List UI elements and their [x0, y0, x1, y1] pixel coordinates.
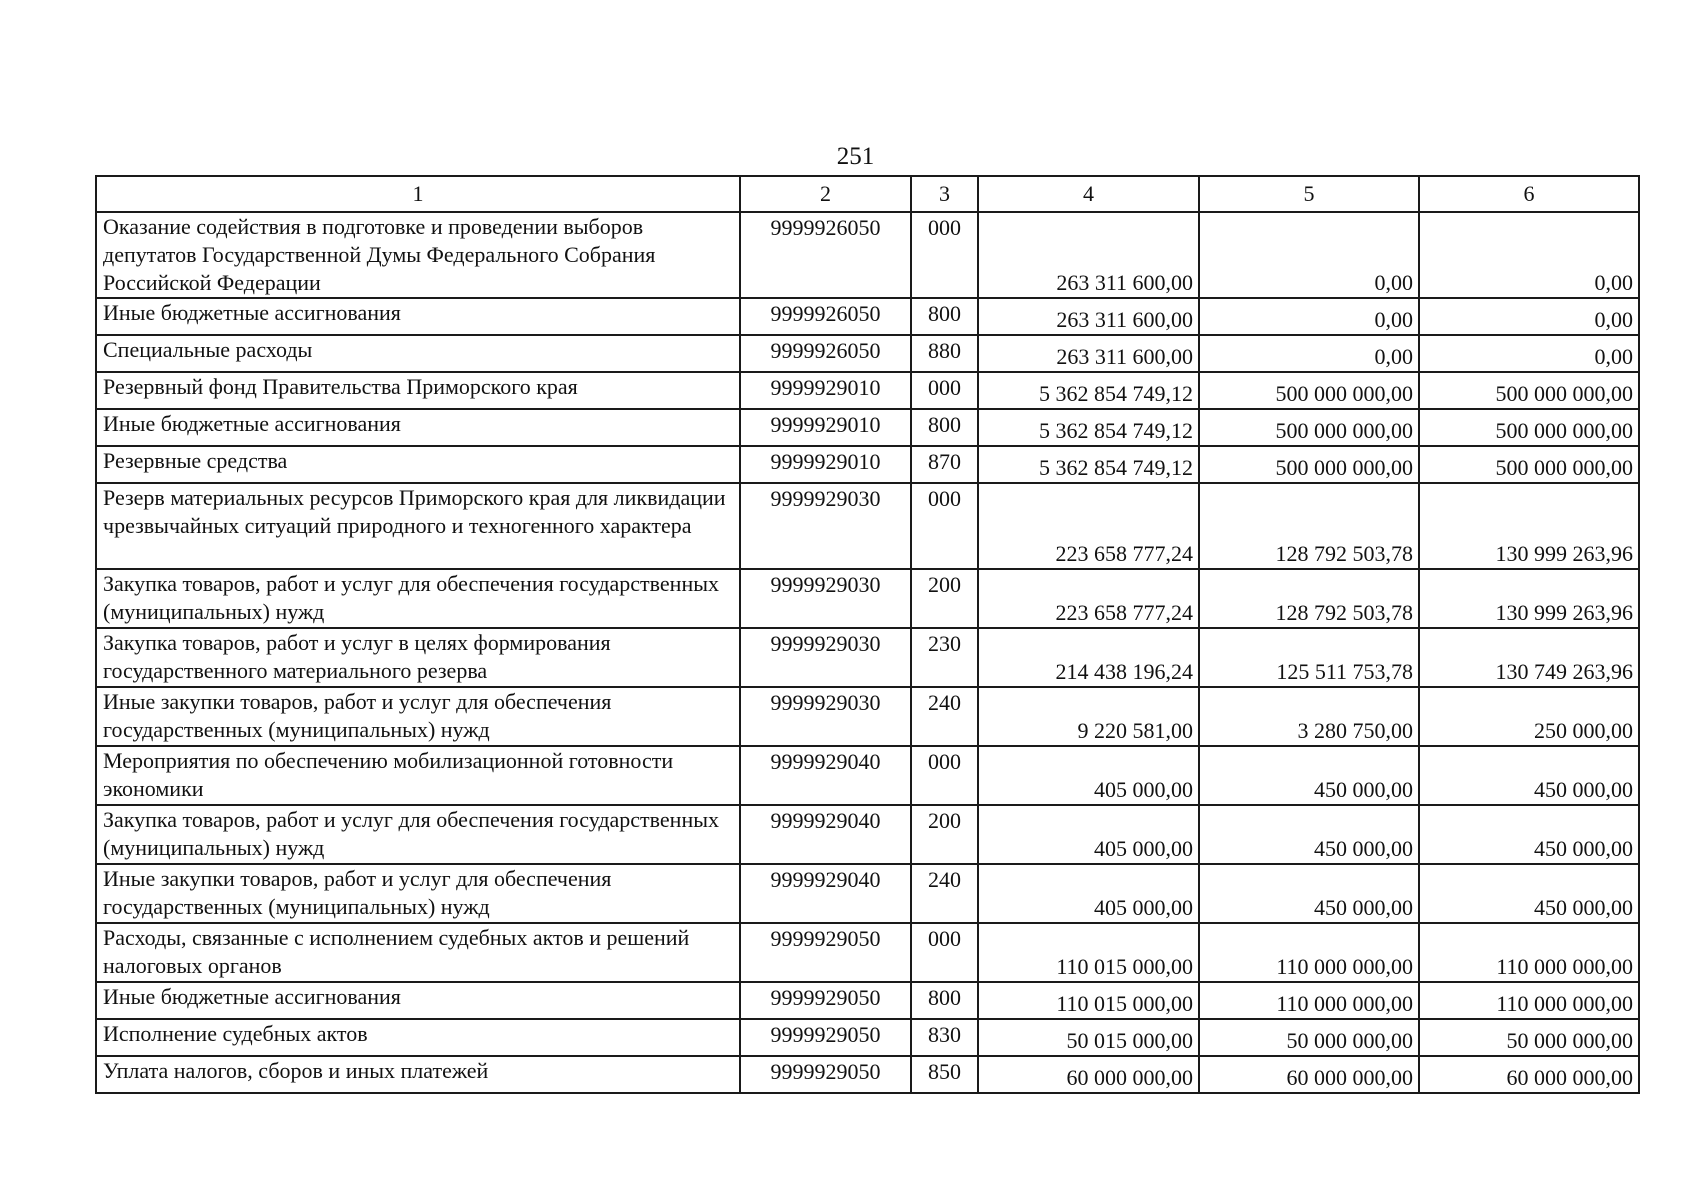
column-header-5: 5: [1199, 176, 1419, 212]
row-value-4: 263 311 600,00: [978, 335, 1199, 372]
column-header-4: 4: [978, 176, 1199, 212]
row-expense-type: 000: [911, 483, 978, 569]
row-value-5: 128 792 503,78: [1199, 569, 1419, 628]
row-value-5: 500 000 000,00: [1199, 409, 1419, 446]
row-value-6: 130 749 263,96: [1419, 628, 1639, 687]
row-expense-type: 870: [911, 446, 978, 483]
row-value-5: 50 000 000,00: [1199, 1019, 1419, 1056]
row-value-4: 110 015 000,00: [978, 923, 1199, 982]
row-expense-type: 230: [911, 628, 978, 687]
table-row: [96, 335, 1639, 372]
row-value-6: 500 000 000,00: [1419, 372, 1639, 409]
row-name: Иные закупки товаров, работ и услуг для обеспечения государственных (муниципальных) нужд: [96, 864, 740, 923]
row-name: Закупка товаров, работ и услуг в целях формирования государственного материального резерва: [96, 628, 740, 687]
row-expense-type: 000: [911, 746, 978, 805]
row-code: 9999929050: [740, 982, 911, 1019]
row-value-5: 500 000 000,00: [1199, 372, 1419, 409]
row-value-5: 3 280 750,00: [1199, 687, 1419, 746]
table-row: [96, 1056, 1639, 1093]
row-value-6: 0,00: [1419, 335, 1639, 372]
row-value-6: 130 999 263,96: [1419, 569, 1639, 628]
row-code: 9999926050: [740, 212, 911, 298]
row-value-6: 50 000 000,00: [1419, 1019, 1639, 1056]
row-value-4: 9 220 581,00: [978, 687, 1199, 746]
row-name: Мероприятия по обеспечению мобилизационной готовности экономики: [96, 746, 740, 805]
row-code: 9999929040: [740, 864, 911, 923]
column-header-6: 6: [1419, 176, 1639, 212]
table-row: [96, 372, 1639, 409]
row-expense-type: 800: [911, 409, 978, 446]
row-value-4: 223 658 777,24: [978, 569, 1199, 628]
row-name: Закупка товаров, работ и услуг для обеспечения государственных (муниципальных) нужд: [96, 569, 740, 628]
row-name: Иные закупки товаров, работ и услуг для обеспечения государственных (муниципальных) нужд: [96, 687, 740, 746]
row-code: 9999926050: [740, 298, 911, 335]
table-row: [96, 409, 1639, 446]
column-header-3: 3: [911, 176, 978, 212]
page-number: 251: [836, 143, 875, 170]
row-value-4: 5 362 854 749,12: [978, 446, 1199, 483]
table-row: [96, 687, 1639, 746]
row-value-4: 50 015 000,00: [978, 1019, 1199, 1056]
row-value-5: 450 000,00: [1199, 864, 1419, 923]
row-value-5: 60 000 000,00: [1199, 1056, 1419, 1093]
row-expense-type: 800: [911, 298, 978, 335]
row-name: Закупка товаров, работ и услуг для обеспечения государственных (муниципальных) нужд: [96, 805, 740, 864]
row-value-6: 450 000,00: [1419, 864, 1639, 923]
table-row: [96, 628, 1639, 687]
row-value-6: 0,00: [1419, 298, 1639, 335]
row-expense-type: 850: [911, 1056, 978, 1093]
row-value-4: 5 362 854 749,12: [978, 372, 1199, 409]
row-value-5: 125 511 753,78: [1199, 628, 1419, 687]
row-value-4: 60 000 000,00: [978, 1056, 1199, 1093]
table-row: [96, 746, 1639, 805]
row-expense-type: 000: [911, 923, 978, 982]
row-expense-type: 200: [911, 805, 978, 864]
row-value-6: 110 000 000,00: [1419, 982, 1639, 1019]
row-value-5: 0,00: [1199, 212, 1419, 298]
row-value-6: 250 000,00: [1419, 687, 1639, 746]
row-code: 9999929050: [740, 1056, 911, 1093]
row-code: 9999929030: [740, 687, 911, 746]
row-code: 9999929030: [740, 483, 911, 569]
row-value-5: 110 000 000,00: [1199, 982, 1419, 1019]
table-row: [96, 298, 1639, 335]
row-value-5: 110 000 000,00: [1199, 923, 1419, 982]
row-expense-type: 240: [911, 864, 978, 923]
table-row: [96, 569, 1639, 628]
row-value-5: 128 792 503,78: [1199, 483, 1419, 569]
row-name: Расходы, связанные с исполнением судебных актов и решений налоговых органов: [96, 923, 740, 982]
row-name: Резерв материальных ресурсов Приморского края для ликвидации чрезвычайных ситуаций природного и техногенного характера: [96, 483, 740, 569]
row-value-6: 500 000 000,00: [1419, 446, 1639, 483]
row-code: 9999929030: [740, 628, 911, 687]
row-name: Иные бюджетные ассигнования: [96, 298, 740, 335]
row-name: Резервные средства: [96, 446, 740, 483]
row-name: Иные бюджетные ассигнования: [96, 409, 740, 446]
row-code: 9999929040: [740, 805, 911, 864]
table-row: [96, 805, 1639, 864]
row-expense-type: 200: [911, 569, 978, 628]
table-row: [96, 923, 1639, 982]
row-value-4: 223 658 777,24: [978, 483, 1199, 569]
row-value-4: 110 015 000,00: [978, 982, 1199, 1019]
table-row: [96, 864, 1639, 923]
row-name: Исполнение судебных актов: [96, 1019, 740, 1056]
row-code: 9999929040: [740, 746, 911, 805]
table-row: [96, 212, 1639, 298]
row-expense-type: 240: [911, 687, 978, 746]
row-value-6: 130 999 263,96: [1419, 483, 1639, 569]
row-value-5: 450 000,00: [1199, 746, 1419, 805]
row-value-4: 263 311 600,00: [978, 298, 1199, 335]
row-value-6: 450 000,00: [1419, 805, 1639, 864]
row-code: 9999929010: [740, 372, 911, 409]
table-row: [96, 982, 1639, 1019]
header-row: [96, 176, 1639, 212]
row-code: 9999929050: [740, 923, 911, 982]
row-code: 9999929030: [740, 569, 911, 628]
row-value-5: 0,00: [1199, 335, 1419, 372]
row-value-4: 5 362 854 749,12: [978, 409, 1199, 446]
row-code: 9999926050: [740, 335, 911, 372]
row-value-4: 405 000,00: [978, 746, 1199, 805]
row-code: 9999929050: [740, 1019, 911, 1056]
table-row: [96, 446, 1639, 483]
row-value-6: 60 000 000,00: [1419, 1056, 1639, 1093]
column-header-1: 1: [96, 176, 740, 212]
row-value-4: 405 000,00: [978, 864, 1199, 923]
row-value-4: 263 311 600,00: [978, 212, 1199, 298]
row-value-5: 0,00: [1199, 298, 1419, 335]
budget-table: [95, 175, 1640, 1094]
row-name: Резервный фонд Правительства Приморского края: [96, 372, 740, 409]
row-code: 9999929010: [740, 446, 911, 483]
table-row: [96, 1019, 1639, 1056]
row-code: 9999929010: [740, 409, 911, 446]
row-expense-type: 000: [911, 212, 978, 298]
row-value-6: 500 000 000,00: [1419, 409, 1639, 446]
row-value-5: 500 000 000,00: [1199, 446, 1419, 483]
row-name: Иные бюджетные ассигнования: [96, 982, 740, 1019]
row-value-6: 0,00: [1419, 212, 1639, 298]
row-value-6: 110 000 000,00: [1419, 923, 1639, 982]
row-name: Специальные расходы: [96, 335, 740, 372]
row-name: Уплата налогов, сборов и иных платежей: [96, 1056, 740, 1093]
row-expense-type: 880: [911, 335, 978, 372]
row-value-4: 214 438 196,24: [978, 628, 1199, 687]
table-row: [96, 483, 1639, 569]
row-value-6: 450 000,00: [1419, 746, 1639, 805]
row-name: Оказание содействия в подготовке и проведении выборов депутатов Государственной Думы Федерального Собрания Российской Федерации: [96, 212, 740, 298]
row-expense-type: 000: [911, 372, 978, 409]
row-value-5: 450 000,00: [1199, 805, 1419, 864]
row-value-4: 405 000,00: [978, 805, 1199, 864]
row-expense-type: 800: [911, 982, 978, 1019]
row-expense-type: 830: [911, 1019, 978, 1056]
column-header-2: 2: [740, 176, 911, 212]
